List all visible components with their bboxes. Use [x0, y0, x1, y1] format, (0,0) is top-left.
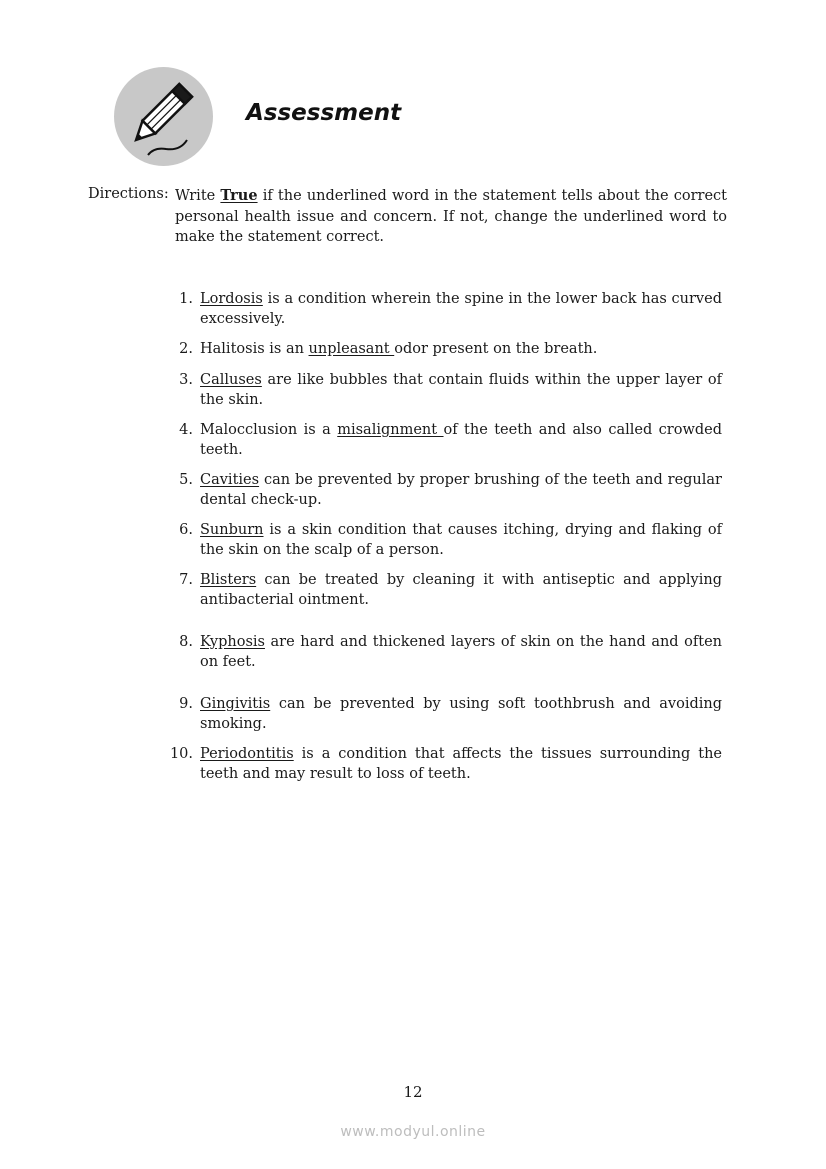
directions-pre: Write [175, 188, 221, 204]
item-number: 8. [179, 634, 193, 650]
list-item [160, 695, 722, 734]
item-text-post: is a skin condition that causes itching, drying and flaking of the skin on the scalp of a person. [200, 522, 722, 558]
item-underlined-word: Lordosis [200, 291, 263, 307]
item-underlined-word: Cavities [200, 472, 260, 488]
item-text-post: odor present on the breath. [394, 341, 598, 357]
item-number: 2. [179, 341, 193, 357]
item-underlined-word: Blisters [200, 572, 257, 588]
item-text-post: is a condition wherein the spine in the lower back has curved excessively. [200, 291, 722, 327]
item-number: 10. [169, 746, 193, 762]
item-underlined-word: Kyphosis [200, 634, 265, 650]
item-text-post: is a condition that affects the tissues surrounding the teeth and may result to loss of teeth. [200, 746, 722, 782]
page-title: Assessment [246, 100, 402, 126]
item-underlined-word: Sunburn [200, 522, 264, 538]
item-number: 7. [179, 572, 193, 588]
item-text-post: can be prevented by using soft toothbrush and avoiding smoking. [200, 696, 722, 732]
list-item [160, 633, 722, 672]
list-item [160, 371, 722, 410]
list-item [160, 290, 722, 329]
list-item [160, 745, 722, 784]
item-text-pre: Halitosis is an [200, 341, 309, 357]
item-number: 6. [179, 522, 193, 538]
item-number: 5. [179, 472, 193, 488]
item-underlined-word: Periodontitis [200, 746, 294, 762]
list-item [160, 340, 722, 360]
list-item [160, 521, 722, 560]
directions-post: if the underlined word in the statement tells about the correct personal health issue and concern. If not, change the underlined word to make the statement correct. [175, 188, 727, 245]
item-number: 1. [179, 291, 193, 307]
item-number: 3. [179, 372, 193, 388]
item-underlined-word: Calluses [200, 372, 262, 388]
directions-label: Directions: [88, 186, 169, 202]
pencil-badge [114, 67, 213, 166]
list-item [160, 421, 722, 460]
list-item [160, 471, 722, 510]
item-text-post: can be treated by cleaning it with antiseptic and applying antibacterial ointment. [200, 572, 722, 608]
page-number: 12 [403, 1083, 423, 1101]
directions-keyword: True [220, 187, 258, 204]
item-underlined-word: misalignment [337, 422, 444, 438]
item-text-pre: Malocclusion is a [200, 422, 338, 438]
item-number: 9. [179, 696, 193, 712]
item-text-post: of the teeth and also called crowded teeth. [200, 422, 722, 458]
item-text-post: can be prevented by proper brushing of the teeth and regular dental check-up. [200, 472, 722, 508]
watermark: www.modyul.online [340, 1124, 486, 1140]
item-text-post: are hard and thickened layers of skin on the hand and often on feet. [200, 634, 722, 670]
list-item [160, 571, 722, 610]
item-number: 4. [179, 422, 193, 438]
item-underlined-word: unpleasant [308, 341, 395, 357]
directions-text [175, 186, 727, 248]
item-text-post: are like bubbles that contain fluids within the upper layer of the skin. [200, 372, 722, 408]
pencil-icon [114, 67, 213, 166]
item-underlined-word: Gingivitis [200, 696, 271, 712]
